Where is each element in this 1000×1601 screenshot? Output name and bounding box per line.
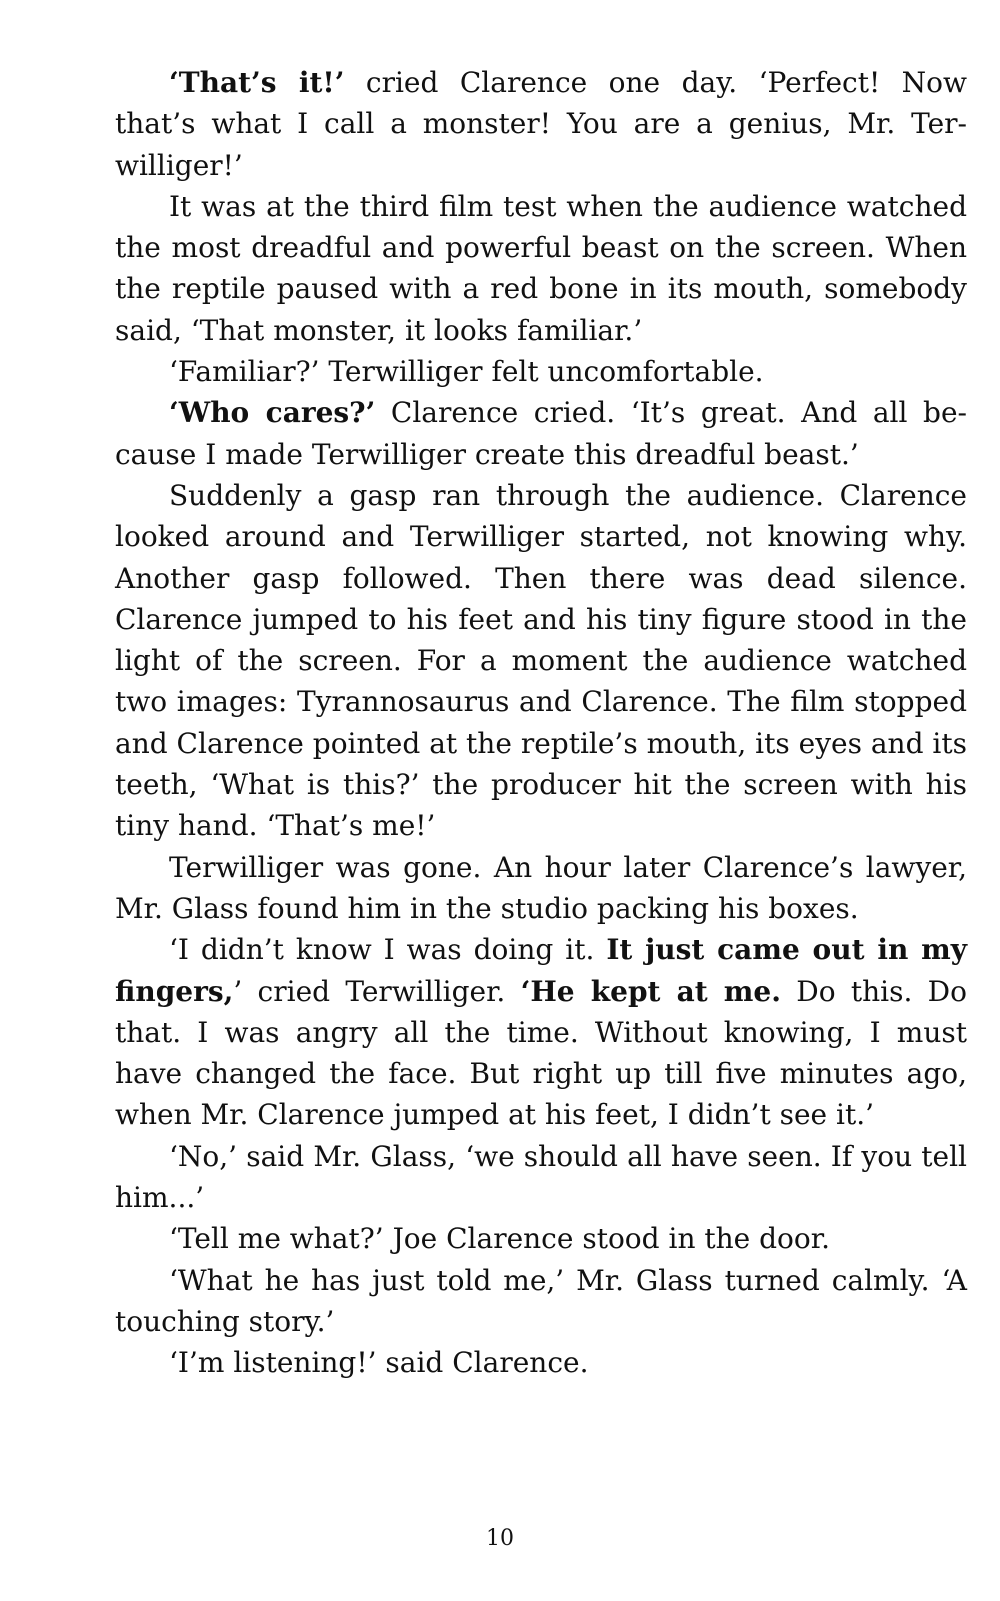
- paragraph: [115, 847, 967, 930]
- paragraph: [115, 1136, 967, 1219]
- text-run: ‘What he has just told me,’ Mr. Glass turned calmly. ‘A touching story.’: [115, 1263, 967, 1338]
- paragraph: [115, 475, 967, 847]
- paragraph: [115, 1342, 967, 1383]
- text-run: ‘I didn’t know I was doing it.: [169, 933, 607, 967]
- text-run: cried Clarence one day. ‘Perfect! Now that’s what I call a monster! You are a genius, Mr. Terwilliger!’: [115, 66, 967, 182]
- text-run: ‘No,’ said Mr. Glass, ‘we should all have seen. If you tell him...’: [115, 1139, 967, 1215]
- page-number: 10: [486, 1526, 514, 1551]
- text-run: Clarence cried. ‘It’s great. And all because I made Terwilliger create this dreadful beast.’: [115, 396, 967, 471]
- text-run: ‘Familiar?’ Terwilliger felt uncomfortable.: [169, 355, 764, 389]
- text-run: Terwilliger was gone. An hour later Clarence’s lawyer, Mr. Glass found him in the studio packing his boxes.: [115, 850, 967, 925]
- text-run: Suddenly a gasp ran through the audience. Clarence looked around and Terwilliger started, not knowing why. Another gasp followed. Then there was dead silence. Clarence jumped to his feet and his tiny figure stood in the light of the screen. For a moment the audience watched two images: Tyrannosaurus and Clarence. The film stopped and Clarence pointed at the reptile’s mouth, its eyes and its teeth, ‘What is this?’ the producer hit the screen with his tiny hand. ‘That’s me!’: [115, 478, 967, 843]
- bold-phrase: It just came out in my fingers,: [115, 933, 968, 1008]
- text-run: Do this. Do that. I was angry all the time. Without knowing, I must have changed the face. But right up till five minutes ago, when Mr. Clarence jumped at his feet, I didn’t see it.’: [115, 974, 967, 1132]
- bold-phrase: ‘That’s it!’: [169, 66, 345, 99]
- text-run: It was at the third film test when the audience watched the most dreadful and powerful beast on the screen. When the reptile paused with a red bone in its mouth, somebody said, ‘That monster, it looks familiar.’: [115, 189, 967, 347]
- bold-phrase: ‘He kept at me.: [520, 974, 781, 1008]
- paragraph: [115, 929, 967, 1135]
- text-run: ‘Tell me what?’ Joe Clarence stood in the door.: [169, 1222, 830, 1256]
- paragraph: [115, 351, 967, 392]
- paragraph: [115, 1260, 967, 1343]
- body-text: [115, 62, 967, 1384]
- bold-phrase: ‘Who cares?’: [169, 396, 376, 430]
- paragraph: [115, 392, 967, 475]
- paragraph: [115, 62, 967, 186]
- paragraph: [115, 1218, 967, 1259]
- text-run: ’ cried Terwilliger.: [233, 974, 521, 1008]
- paragraph: [115, 186, 967, 351]
- text-run: ‘I’m listening!’ said Clarence.: [169, 1346, 589, 1380]
